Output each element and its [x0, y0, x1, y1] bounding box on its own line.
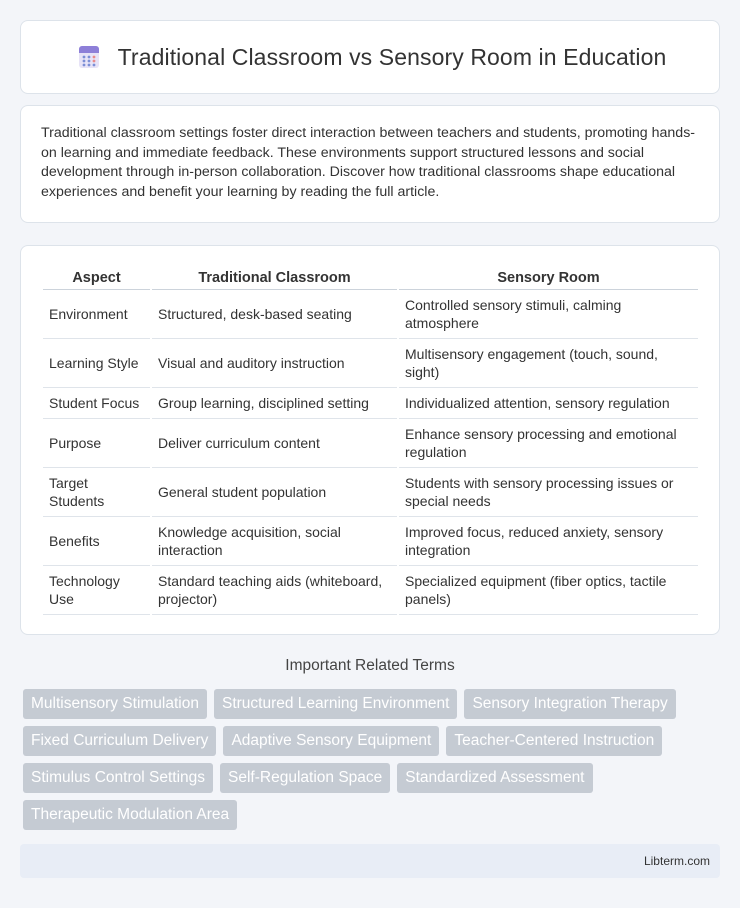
footer	[20, 844, 720, 878]
table-cell: Enhance sensory processing and emotional regulation	[398, 419, 698, 468]
related-term-tag[interactable]: Fixed Curriculum Delivery	[23, 726, 216, 756]
table-row	[43, 468, 698, 517]
table-header-row	[43, 264, 698, 290]
related-term-tag[interactable]: Standardized Assessment	[397, 763, 592, 793]
title-wrap	[74, 42, 667, 72]
comparison-card	[20, 245, 720, 635]
table-cell: Learning Style	[43, 339, 151, 388]
related-term-tag[interactable]: Self-Regulation Space	[220, 763, 390, 793]
table-cell: Standard teaching aids (whiteboard, projector)	[151, 566, 398, 615]
table-row	[43, 290, 698, 339]
table-row	[43, 517, 698, 566]
table-cell: Specialized equipment (fiber optics, tactile panels)	[398, 566, 698, 615]
table-cell: General student population	[151, 468, 398, 517]
table-cell: Students with sensory processing issues or special needs	[398, 468, 698, 517]
related-term-tag[interactable]: Multisensory Stimulation	[23, 689, 207, 719]
table-cell: Visual and auditory instruction	[151, 339, 398, 388]
footer-brand[interactable]: Libterm.com	[643, 854, 710, 868]
table-cell: Student Focus	[43, 388, 151, 419]
tag-row	[23, 763, 723, 793]
table-cell: Knowledge acquisition, social interaction	[151, 517, 398, 566]
table-row	[43, 388, 698, 419]
table-cell: Technology Use	[43, 566, 151, 615]
table-cell: Controlled sensory stimuli, calming atmosphere	[398, 290, 698, 339]
header-card	[20, 20, 720, 94]
page-title: Traditional Classroom vs Sensory Room in Education	[117, 43, 667, 70]
table-cell: Deliver curriculum content	[151, 419, 398, 468]
comparison-table	[43, 264, 698, 615]
related-term-tag[interactable]: Therapeutic Modulation Area	[23, 800, 237, 830]
table-cell: Benefits	[43, 517, 151, 566]
table-cell: Group learning, disciplined setting	[151, 388, 398, 419]
table-cell: Structured, desk-based seating	[151, 290, 398, 339]
column-header-sensory: Sensory Room	[398, 264, 698, 290]
intro-text: Traditional classroom settings foster direct interaction between teachers and students, promoting hands-on learning and immediate feedback. These environments support structured lessons and social development through in-person collaboration. Discover how traditional classrooms shape educational experiences and benefit your learning by reading the full article.	[41, 125, 696, 200]
related-term-tag[interactable]: Stimulus Control Settings	[23, 763, 213, 793]
tag-row	[23, 689, 723, 719]
table-row	[43, 419, 698, 468]
related-term-tag[interactable]: Adaptive Sensory Equipment	[223, 726, 439, 756]
table-row	[43, 339, 698, 388]
related-terms-title: Important Related Terms	[285, 657, 455, 674]
calculator-icon	[74, 42, 104, 72]
table-cell: Multisensory engagement (touch, sound, sight)	[398, 339, 698, 388]
related-term-tag[interactable]: Sensory Integration Therapy	[464, 689, 675, 719]
table-row	[43, 566, 698, 615]
related-terms-tags	[23, 689, 723, 837]
intro-card	[20, 105, 720, 223]
related-term-tag[interactable]: Teacher-Centered Instruction	[446, 726, 662, 756]
table-cell: Individualized attention, sensory regulation	[398, 388, 698, 419]
table-cell: Purpose	[43, 419, 151, 468]
table-cell: Environment	[43, 290, 151, 339]
column-header-traditional: Traditional Classroom	[151, 264, 398, 290]
table-cell: Target Students	[43, 468, 151, 517]
column-header-aspect: Aspect	[43, 264, 151, 290]
table-cell: Improved focus, reduced anxiety, sensory integration	[398, 517, 698, 566]
tag-row	[23, 726, 723, 756]
related-term-tag[interactable]: Structured Learning Environment	[214, 689, 457, 719]
tag-row	[23, 800, 723, 830]
